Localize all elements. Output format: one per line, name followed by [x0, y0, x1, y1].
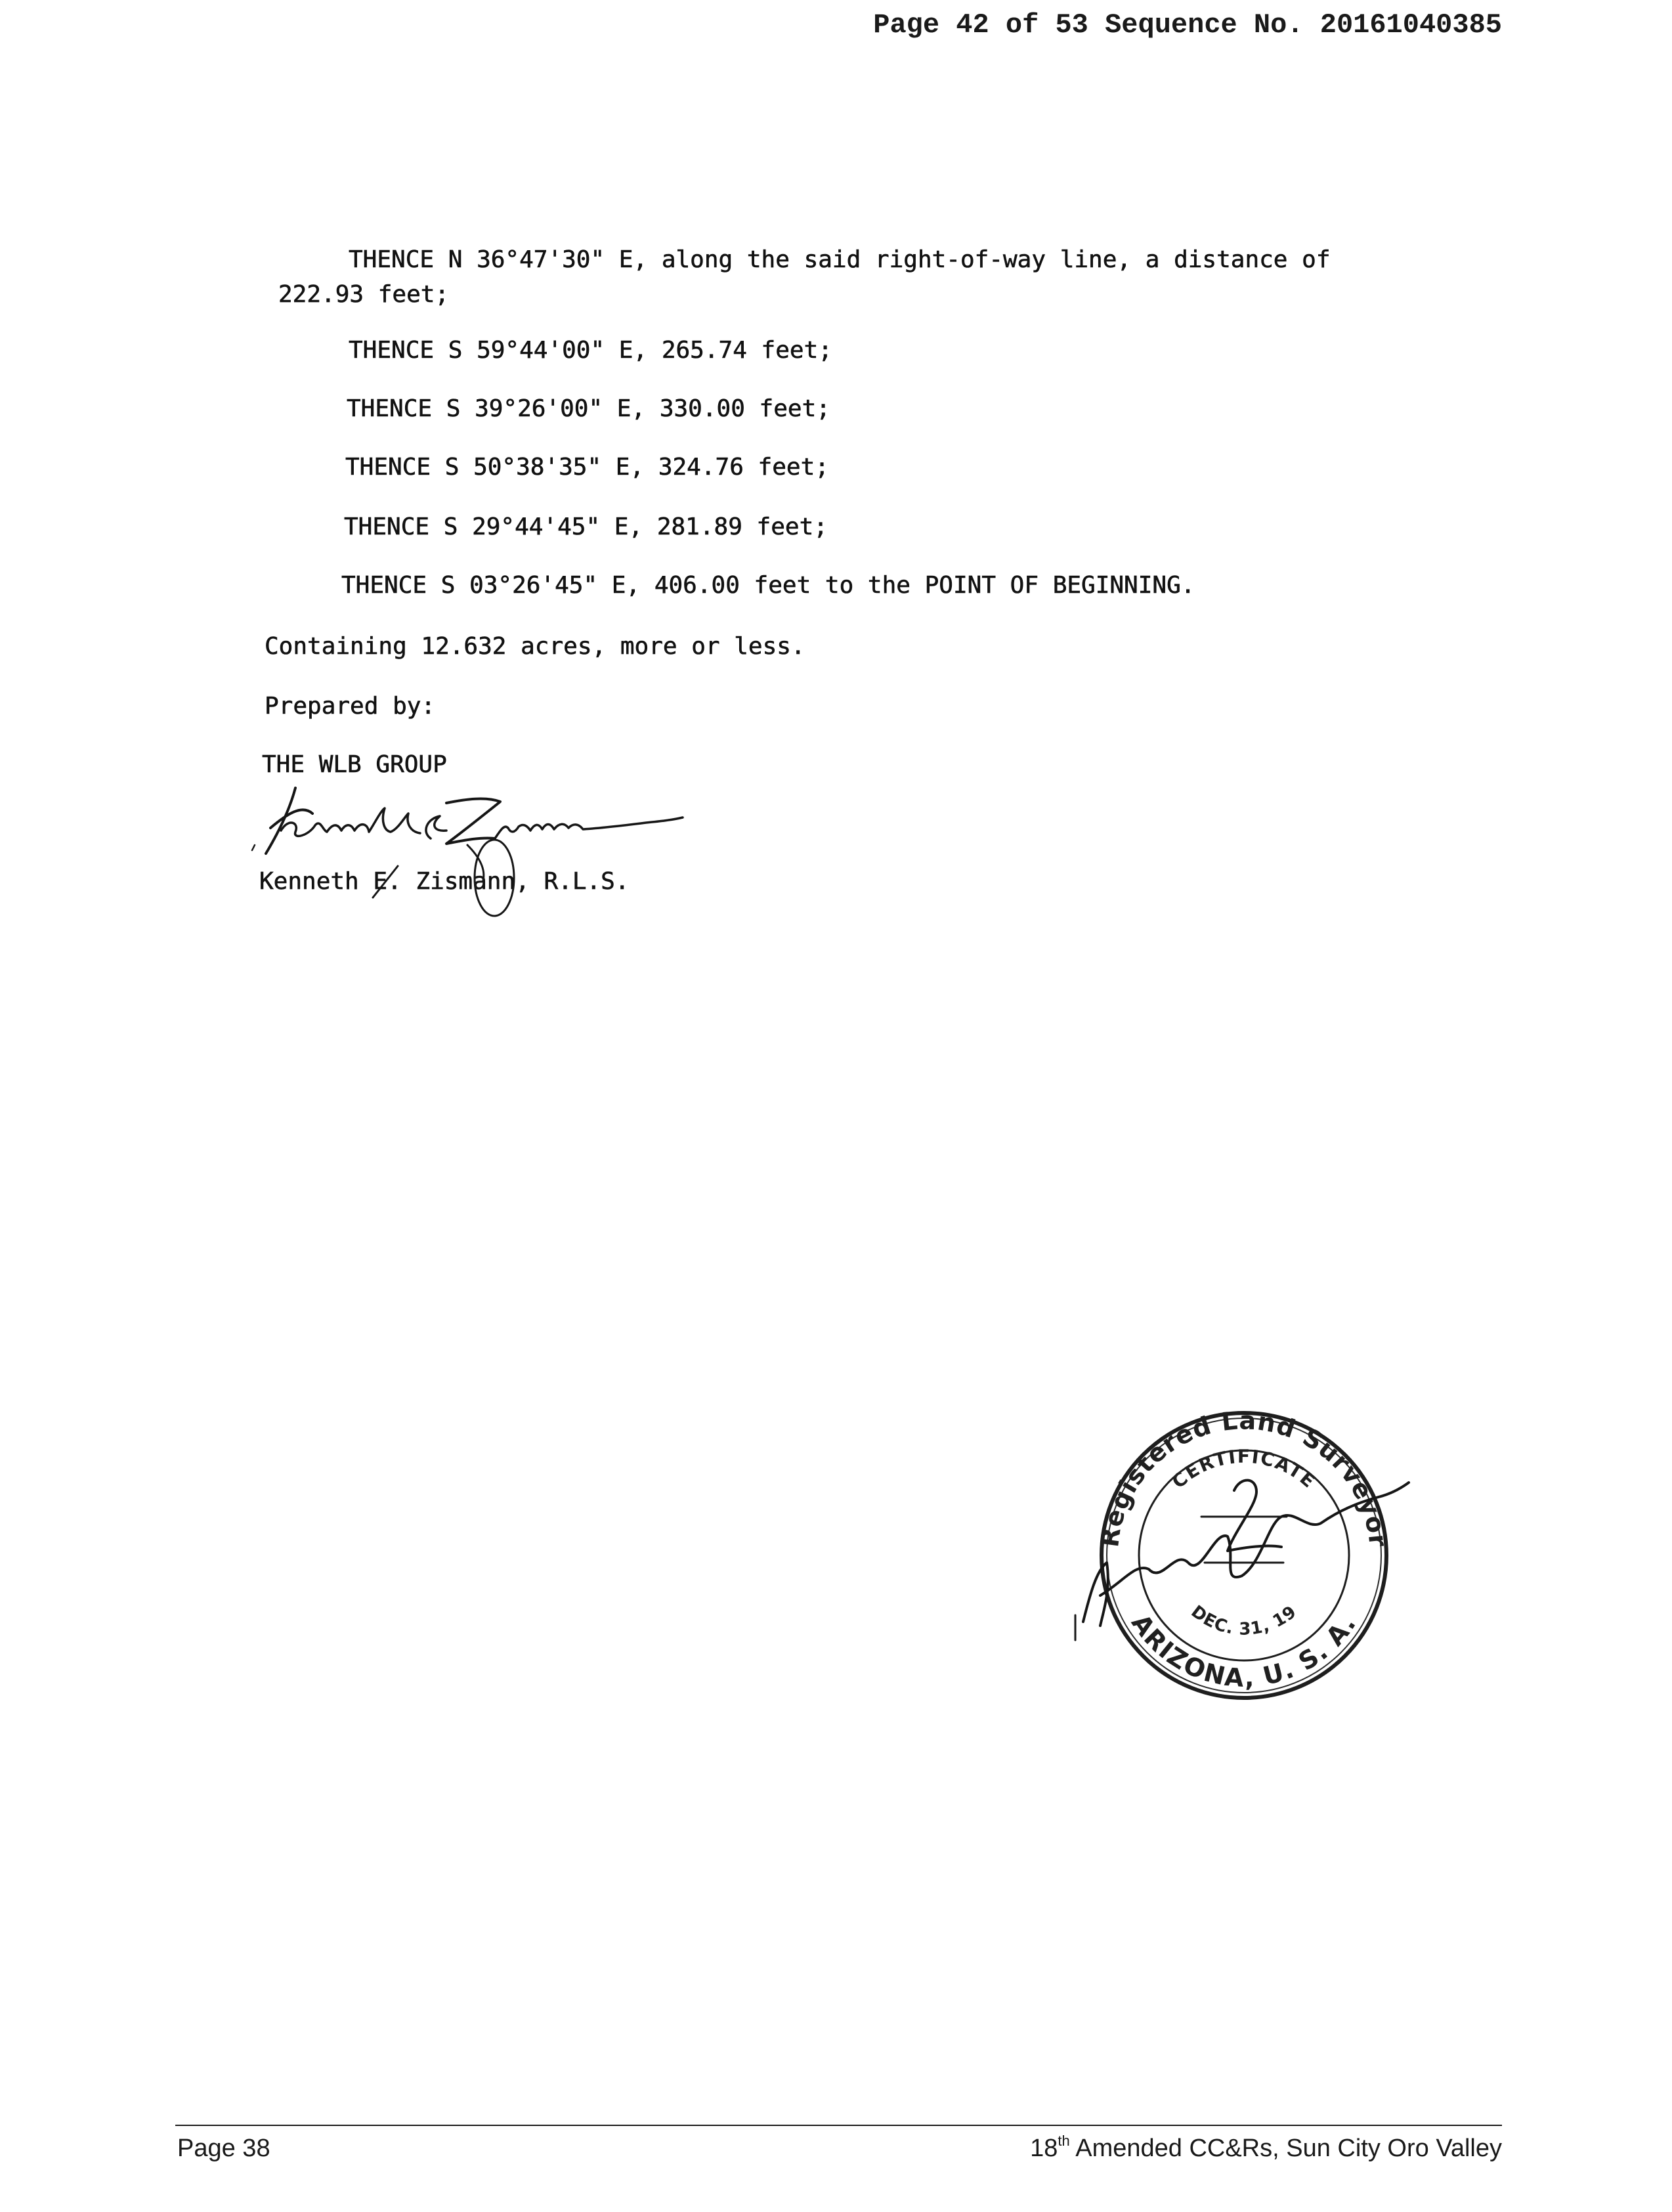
signature-stroke: [426, 816, 446, 838]
course-line-5: THENCE S 29°44'45" E, 281.89 feet;: [344, 513, 828, 540]
sequence-header: Page 42 of 53 Sequence No. 20161040385: [873, 9, 1502, 41]
signature-stroke: [495, 817, 683, 838]
signature-loop: [475, 840, 514, 916]
footer-page-number: Page 38: [177, 2135, 270, 2162]
course-line-3: THENCE S 39°26'00" E, 330.00 feet;: [347, 395, 830, 422]
firm-name: THE WLB GROUP: [262, 751, 447, 778]
footer-title-number: 18: [1030, 2135, 1058, 2162]
course-line-2: THENCE S 59°44'00" E, 265.74 feet;: [349, 337, 832, 364]
seal-inner-bottom-lettering: [1188, 1602, 1301, 1639]
course-line-6: THENCE S 03°26'45" E, 406.00 feet to the POINT OF BEGINNING.: [341, 572, 1195, 599]
seal-inner-top-lettering-path: CERTIFICATE: [1167, 1445, 1321, 1493]
signature-stroke: [252, 845, 255, 850]
surveyor-signature: [249, 785, 696, 926]
seal-center-mark: [1228, 1480, 1281, 1551]
signature-stroke: [373, 866, 398, 898]
area-statement: Containing 12.632 acres, more or less.: [265, 633, 805, 660]
seal-inner-top-lettering: [1168, 1446, 1320, 1493]
signature-stroke: [270, 810, 312, 828]
seal-top-lettering: [1095, 1406, 1393, 1549]
course-line-4: THENCE S 50°38'35" E, 324.76 feet;: [345, 454, 829, 481]
prepared-by-label: Prepared by:: [265, 693, 436, 720]
course-line-1: THENCE N 36°47'30" E, along the said right-of-way line, a distance of: [349, 246, 1331, 273]
signature-stroke: [281, 808, 420, 836]
seal-bottom-lettering-path: ARIZONA, U. S. A.: [1125, 1609, 1362, 1693]
footer-title-ordinal: th: [1058, 2133, 1070, 2149]
footer-document-title: [1030, 2134, 1502, 2163]
surveyor-seal: [1070, 1399, 1411, 1714]
footer-rule: [175, 2125, 1502, 2126]
course-line-1-continued: 222.93 feet;: [278, 281, 450, 308]
seal-top-lettering-path: Registered Land Surveyor: [1095, 1406, 1393, 1549]
surveyor-name: Kenneth E. Zismann, R.L.S.: [259, 868, 630, 895]
signature-stroke: [446, 799, 500, 844]
seal-inner-bottom-lettering-path: DEC. 31, 19: [1187, 1601, 1301, 1639]
footer-title-rest: Amended CC&Rs, Sun City Oro Valley: [1069, 2135, 1502, 2162]
